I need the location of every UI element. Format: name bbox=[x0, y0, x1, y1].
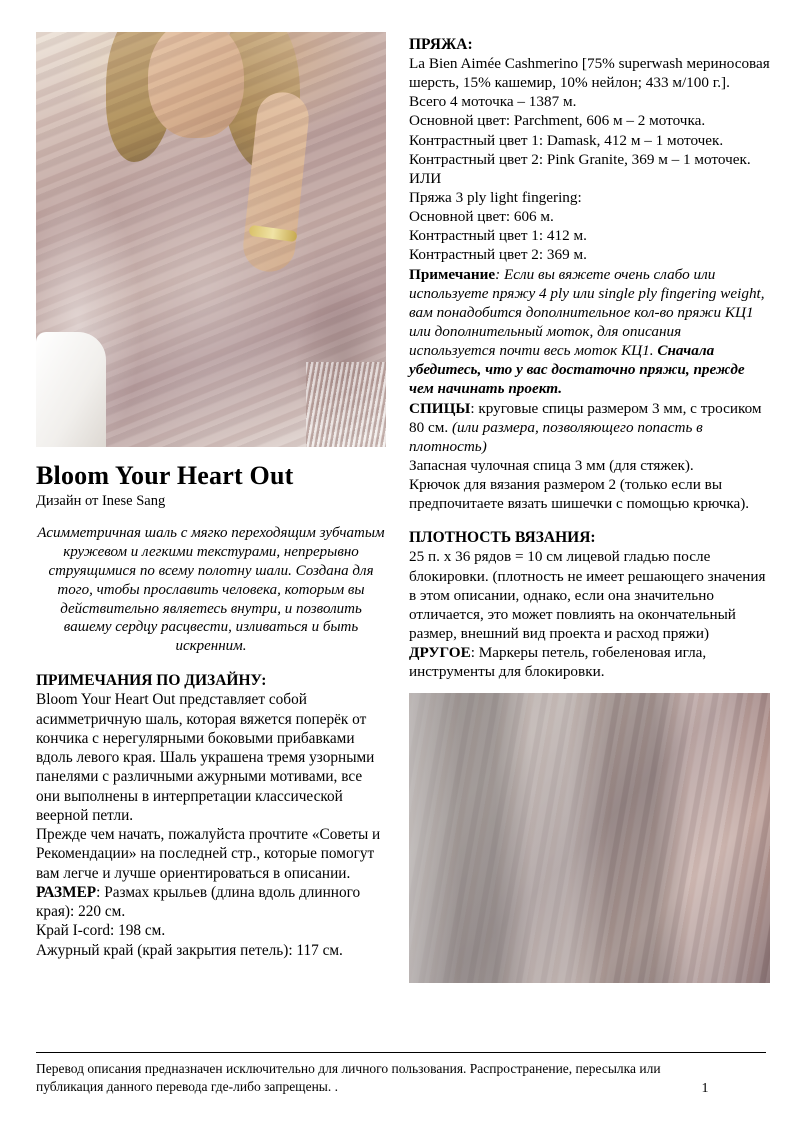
size-section bbox=[36, 883, 386, 922]
other-section bbox=[409, 643, 770, 681]
page-title: Bloom Your Heart Out bbox=[36, 461, 294, 490]
yarn-line: ИЛИ bbox=[409, 169, 442, 187]
needles-section bbox=[409, 399, 770, 456]
needles-heading: СПИЦЫ bbox=[409, 399, 471, 417]
design-notes-paragraph-2: Прежде чем начать, пожалуйста прочтите «Советы и Рекомендации» на последней стр., которые помогут вам легче и лучше ориентироваться в описании. bbox=[36, 826, 381, 882]
designer-credit: Дизайн от Inese Sang bbox=[36, 493, 166, 509]
yarn-note-italic: : Если вы вяжете очень слабо или используете пряжу 4 ply или single ply fingering weight, вам понадобится дополнительное кол-во пряжи КЦ1 или дополнительный моток, для описания используется почти весь моток КЦ1. bbox=[409, 265, 765, 360]
shawl-detail-photo bbox=[409, 693, 770, 983]
needles-line-2: Запасная чулочная спица 3 мм (для стяжек). bbox=[409, 456, 694, 474]
other-heading: ДРУГОЕ bbox=[409, 644, 471, 662]
shawl-edge-fringe bbox=[306, 362, 386, 447]
footer-divider bbox=[36, 1052, 766, 1053]
yarn-note-label: Примечание bbox=[409, 265, 496, 283]
size-line-3: Ажурный край (край закрытия петель): 117 см. bbox=[36, 941, 343, 959]
yarn-line: Контрастный цвет 2: 369 м. bbox=[409, 246, 587, 264]
size-heading: РАЗМЕР bbox=[36, 883, 97, 901]
other-text: : Маркеры петель, гобеленовая игла, инструменты для блокировки. bbox=[409, 644, 707, 681]
gauge-text: 25 п. х 36 рядов = 10 см лицевой гладью после блокировки. (плотность не имеет решающего значения в этом описании, однако, если она значительно отличается, это может повлиять на окончательный размер, внешний вид проекта и расход пряжи) bbox=[409, 548, 766, 642]
detail-fold-shading bbox=[409, 693, 770, 983]
yarn-line: Основной цвет: 606 м. bbox=[409, 208, 554, 226]
size-line-2: Край I-cord: 198 см. bbox=[36, 922, 166, 940]
right-column bbox=[409, 36, 770, 983]
shawl-model-photo bbox=[36, 32, 386, 447]
yarn-line: La Bien Aimée Cashmerino [75% superwash мериносовая шерсть, 15% кашемир, 10% нейлон; 433 м/100 г.]. bbox=[409, 55, 770, 92]
yarn-line: Основной цвет: Parchment, 606 м – 2 моточка. bbox=[409, 112, 706, 130]
yarn-note bbox=[409, 265, 770, 399]
gauge-heading: ПЛОТНОСТЬ ВЯЗАНИЯ: bbox=[409, 529, 596, 547]
footer-text: Перевод описания предназначен исключительно для личного пользования. Распространение, пересылка или публикация данного перевода где-либо запрещены. . bbox=[36, 1061, 661, 1095]
needles-line-3: Крючок для вязания размером 2 (только если вы предпочитаете вязать шишечки с помощью крючка). bbox=[409, 476, 750, 513]
design-notes-heading: ПРИМЕЧАНИЯ ПО ДИЗАЙНУ: bbox=[36, 672, 267, 690]
needles-line-1: : круговые спицы размером 3 мм, с тросиком 80 см. bbox=[409, 399, 762, 436]
needles-line-1-note: (или размера, позволяющего попасть в плотность) bbox=[409, 418, 703, 455]
intro-paragraph: Асимметричная шаль с мягко переходящим зубчатым кружевом и легкими текстурами, непрерывно струящимися по всему полотну шали. Создана для того, чтобы прославить человека, которым вы действительно являетесь внутри, и позволить вашему сердцу расцвести, изливаться и быть искренним. bbox=[37, 525, 385, 655]
yarn-line: Контрастный цвет 2: Pink Granite, 369 м – 1 моточек. bbox=[409, 150, 751, 168]
page-number: 1 bbox=[701, 1081, 709, 1096]
yarn-line: Всего 4 моточка – 1387 м. bbox=[409, 93, 577, 111]
yarn-heading: ПРЯЖА: bbox=[409, 36, 473, 53]
design-notes-paragraph-1: Bloom Your Heart Out представляет собой асимметричную шаль, которая вяжется поперёк от кончика с нерегулярными боковыми прибавками вдоль левого края. Шаль украшена тремя узорными панелями с различными ажурными мотивами, все они выполнены в интерпретации классической веерной петли. bbox=[36, 691, 375, 824]
yarn-line: Контрастный цвет 1: Damask, 412 м – 1 моточек. bbox=[409, 131, 724, 149]
yarn-line: Пряжа 3 ply light fingering: bbox=[409, 188, 582, 206]
yarn-note-bold: Сначала убедитесь, что у вас достаточно пряжи, прежде чем начинать проект. bbox=[409, 342, 745, 398]
yarn-line: Контрастный цвет 1: 412 м. bbox=[409, 227, 587, 245]
left-column bbox=[36, 32, 386, 960]
white-garment bbox=[36, 332, 106, 447]
size-line-1: : Размах крыльев (длина вдоль длинного края): 220 см. bbox=[36, 883, 361, 921]
